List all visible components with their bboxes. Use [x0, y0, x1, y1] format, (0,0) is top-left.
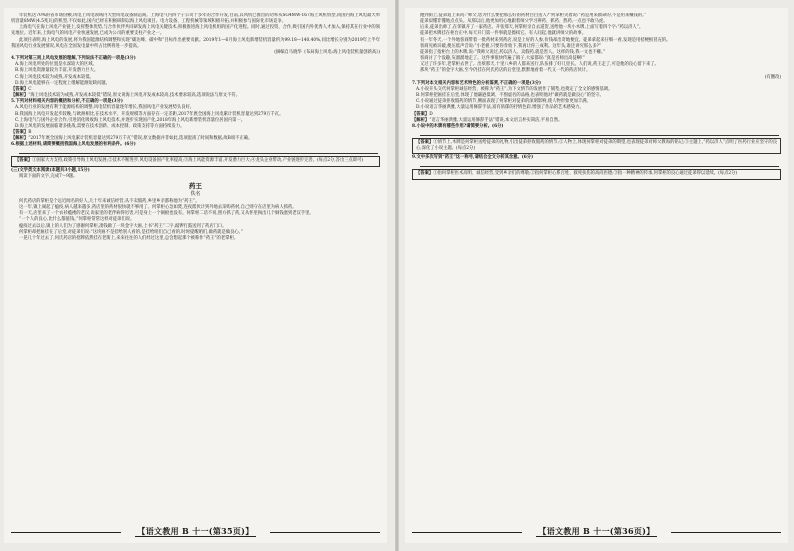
story-paragraph: “一个人的良心,比什么都值钱。”何掌柜常常这样对徒弟们说。 [19, 217, 135, 223]
passage-source: (摘编自马晓华《布局海上风电:海上风电装机量创新高》) [274, 49, 380, 55]
analysis-text: “2017年底全国海上风电累计装机容量达到279万千瓦”错误,原文数据并非如此,选项混淆了时间和数据,故B项不正确。 [28, 136, 253, 142]
section-heading: (三)文学类文本阅读(本题共3小题,15分) [11, 167, 90, 173]
answer-value: B [28, 129, 32, 135]
answer-text: ①国家大力支持,政策引导海上风电发展;②技术不断进步,风电设备国产化率提高;③海上风能资源丰富,开发潜力巨大;④龙头企业带动,产业链逐步完善。(每点2分,答出三点即可) [32, 158, 364, 164]
question-5-option-a: A.风电行业的发展有利于能源结构的调整,风电装机容量逐年增长,我国风电产业发展势头良好。 [15, 105, 195, 111]
question-7-option-c: C.小说通过徒弟拒收假药的情节,侧面表现了何掌柜对徒弟的深刻影响,使人物形象更加丰满。 [416, 99, 591, 105]
question-9-stem: 9.文中多次写到“药王”这一称号,请结合全文分析其含意。(6分) [412, 155, 534, 161]
right-page [405, 8, 788, 543]
question-8-answer-box [412, 138, 781, 154]
story-paragraph: 何掌柜却把匾挂在了后堂,对徒弟们说:“这块匾不是挂给别人看的,是挂给咱们自己看的,时时提醒咱们,做药就是做良心。” [19, 229, 243, 235]
question-9-answer-box [412, 169, 781, 179]
left-page [4, 8, 387, 543]
section-note: 阅读下面的文字,完成7～9题。 [19, 173, 78, 179]
analysis-label: 【解析】 [11, 136, 29, 142]
story-paragraph: 一晃几十年过去了,何氏药店的招牌依然挂在老街上,来来往往的人们经过这里,总会想起那个被称作“药王”的老掌柜。 [19, 235, 239, 241]
question-6-stem: 6.根据上述材料,请简要概括我国海上风电发展的有利条件。(6分) [11, 142, 136, 148]
story-paragraph: 瘟疫过去以后,镇上的人们为了感谢何掌柜,凑钱做了一块金字大匾,上书“药王”二字,敲锣打鼓送到了药店门口。 [19, 223, 227, 229]
story-paragraph: 后来,徒弟出师了,在邻镇开了一家药店。开张那天,何掌柜亲自去道贺,送给他一块小木牌,上面写着四个字:“药以济人”。 [420, 25, 644, 31]
page-number: 【语文教用 B 十一(第36页)】 [538, 526, 655, 536]
question-5-option-d: D.海上风电的发展面临诸多挑战,需要在技术创新、成本控制、政策支持等方面持续发力。 [15, 123, 185, 129]
question-8-stem: 8.小说中的木牌有哪些作用?请简要分析。(6分) [412, 123, 504, 129]
analysis-label: 【解析】 [412, 117, 430, 123]
question-7-stem: 7.下列对本文相关内容和艺术特色的分析鉴赏,不正确的一项是(3分) [412, 80, 542, 86]
story-paragraph: 那块“药王”的金字大匾,至今仍挂在何氏药店的后堂里,默默地看着一代又一代的药店伙计。 [420, 68, 591, 74]
question-5-option-b: B.我国海上风电开发起步较晚,与欧洲相比,在技术水平、开发规模等方面存在一定差距,2017年底全国海上风电累计装机容量达到279万千瓦。 [15, 111, 284, 117]
story-paragraph: 客商见被识破,便压低声音说:“小老板,只要你肯收下,我再让你三成利。这年头,谁还讲究那么多?” [420, 43, 602, 49]
answer-text: ①指何掌柜医术高明、诚信经营,受到乡亲们的尊敬;②指何掌柜心系百姓、救死扶伤的高尚医德;③指一种精神的传承,何掌柜的良心通过徒弟得以延续。(每点2分) [433, 171, 738, 177]
analysis-label: 【解析】 [11, 93, 29, 99]
story-paragraph: 客商讨了个没趣,灰溜溜地走了。这件事很快传遍了镇子,大家都说:“真是名师出高徒啊!” [420, 56, 585, 62]
question-4-option-d: D.海上风电能够在一定程度上缓解能源短缺问题。 [15, 80, 110, 86]
story-paragraph: 又过了许多年,老掌柜去世了。出殡那天,十里八乡的人都来送行,队伍排了好几里长。人们说,药王走了,可是他的良心留下来了。 [420, 62, 659, 68]
right-column [412, 13, 781, 513]
question-5-option-c: C.上海电气与国外企业合作,引进消化吸收海上风电技术,并逐步实现国产化,2018年海上风电新增装机容量位居国内第一。 [15, 117, 246, 123]
left-column [11, 13, 380, 513]
story-title: 药王 [189, 181, 202, 190]
question-4-option-a: A.海上风电所处的位置是水深较大的区域。 [15, 62, 97, 68]
page-gutter [395, 0, 399, 551]
answer-label: 【答案】 [15, 158, 33, 164]
passage-paragraph: 上海电气在海上风电产业链上,发挥整体优势,与合作伙伴共同研发海上风电关键技术,积极推进海上风电机组的国产化进程。同时,通过投资、合作,吸引国内外优秀人才加入,保持其在行业中的领先地位。近年来,上海电气的风电产业快速发展,已成为公司的重要支柱产业之一。 [11, 25, 380, 37]
answer-line[interactable] [11, 148, 380, 155]
question-7-option-a: A.小说开头交代何掌柜诚信经营、被称为“药王”,为下文情节的发展作了铺垫,也奠定了全文的感情基调。 [416, 86, 613, 92]
question-5-stem: 5.下列对材料相关内容的概括和分析,不正确的一项是(3分) [11, 99, 123, 105]
answer-label: 【答案】 [416, 139, 434, 145]
question-4-option-b: B.海上风电资源量较为丰富,开发潜力巨大。 [15, 68, 99, 74]
story-paragraph: 有一年冬天,一个外地客商带着一批药材来到药店,说是上好的人参,价钱却出奇地便宜。徒弟拿起来仔细一看,发现是用桔梗根冒充的。 [420, 37, 671, 43]
answer-label: 【答案】 [412, 111, 430, 117]
page-footer [4, 526, 387, 537]
answer-value: C [28, 86, 32, 92]
analysis-text: “海上风电技术较为成熟,开发成本较低”错误,原文说海上风电开发成本较高,技术要求较高,选项说法与原文不符。 [28, 93, 240, 99]
answer-line[interactable] [412, 130, 781, 137]
page-footer [405, 526, 788, 537]
story-paragraph: 有一天,店里来了一个衣衫褴褛的老汉,说家里的老伴病得厉害,可是身上一个铜板也没有。何掌柜二话不说,照方抓了药,又从怀里掏出几个铜钱塞到老汉手里。 [19, 211, 314, 217]
answer-value: D [429, 111, 433, 117]
story-paragraph: 徒弟把木牌挂在柜台正中,每天开门第一件事就是擦拭它。有人问起,他就讲师父的故事。 [420, 31, 587, 37]
passage-paragraph: 此项目表明,海上风电的发展,将为我国能源结构调整和实现“碳达峰、碳中和”目标作出重要贡献。2019年1—6月海上风电新增装机容量约为99.18—140.40%,同比增长分别为2019年上半年我国风电行业发展情况,风电在全国发电量中所占比例将进一步提高。 [11, 37, 380, 49]
question-7-option-d: D.小说语言华丽典雅,大量运用修辞手法,富有浓郁的抒情色彩,增强了作品的艺术感染力。 [416, 105, 584, 111]
question-7-option-b: B.何掌柜把匾挂在后堂,体现了他谦逊低调、不图虚名的品格,也表明他对“做药就是做良心”的坚守。 [416, 93, 604, 99]
question-8-answer [416, 140, 777, 152]
story-paragraph: 这一年,镇上闹起了瘟疫,病人越来越多,药店里的药材很快就不够用了。何掌柜心急如焚,连夜派伙计到外地去采购药材,自己则守在店里为病人抓药。 [19, 205, 297, 211]
question-6-answer [15, 158, 376, 164]
passage-paragraph: 年装机达70%的省市场份额,风电上风电领域内大型风电设备制造商。上海电气内四个子公司于多年的合作开发,目前,其风机已推出的功率从SG4MW-167海上风机机型,同国内海上风电最大单机容量8MW(4.5兆瓦)的机型,不仅如此,国内已经在积极研制以海上风电项目。电力设备、工程机械等领域积极开拓,并积极参与国际化市场竞争。 [11, 13, 380, 25]
story-paragraph: 何氏药店的掌柜是个远近闻名的好人,几十年来诚信经营,从不卖假药,乡里乡亲都称他为“药王”。 [19, 198, 200, 204]
story-author: 佚名 [190, 190, 201, 197]
question-4-stem: 4.下列对第三则上风电发展的理解,下列说法不正确的一项是(3分) [11, 56, 136, 62]
story-paragraph: 徒弟指了指柜台上的木牌,说:“我师父说过,药以济人。卖假药,就是害人。这样的钱,我一文也不赚。” [420, 49, 606, 55]
page-number: 【语文教用 B 十一(第35页)】 [137, 526, 254, 536]
answer-line[interactable] [412, 161, 781, 168]
question-4-option-c: C.海上风电技术较为成熟,开发成本较低。 [15, 74, 94, 80]
answer-text: ①情节上,木牌是何掌柜送给徒弟的礼物,引出徒弟拒收假药的情节;②人物上,体现何掌柜对徒弟的期望,也表现徒弟对师父教诲的铭记;③主题上,“药以济人”点明了医药行业应坚守的良心,深化了小说主题。(每点2分) [416, 139, 777, 152]
analysis-text: “语言华丽典雅,大量运用修辞手法”错误,本文语言朴实简洁,平易自然。 [429, 117, 563, 123]
question-9-answer [416, 171, 777, 177]
answer-label: 【答案】 [11, 86, 29, 92]
story-paragraph: 跑到街上,徒弟追上来问:“师父,您为什么要把那么好的药材白白送人?”何掌柜笑着说:“药是用来救命的,不是用来赚钱的。” [420, 13, 647, 18]
story-source: (有删改) [764, 74, 781, 80]
answer-label: 【答案】 [416, 171, 434, 177]
question-6-answer-box [11, 156, 380, 166]
story-paragraph: 徒弟似懂非懂地点点头。从那以后,他更加用心地跟着师父学习辨药、抓药、熬药,一点也不敢马虎。 [420, 19, 608, 25]
answer-label: 【答案】 [11, 129, 29, 135]
